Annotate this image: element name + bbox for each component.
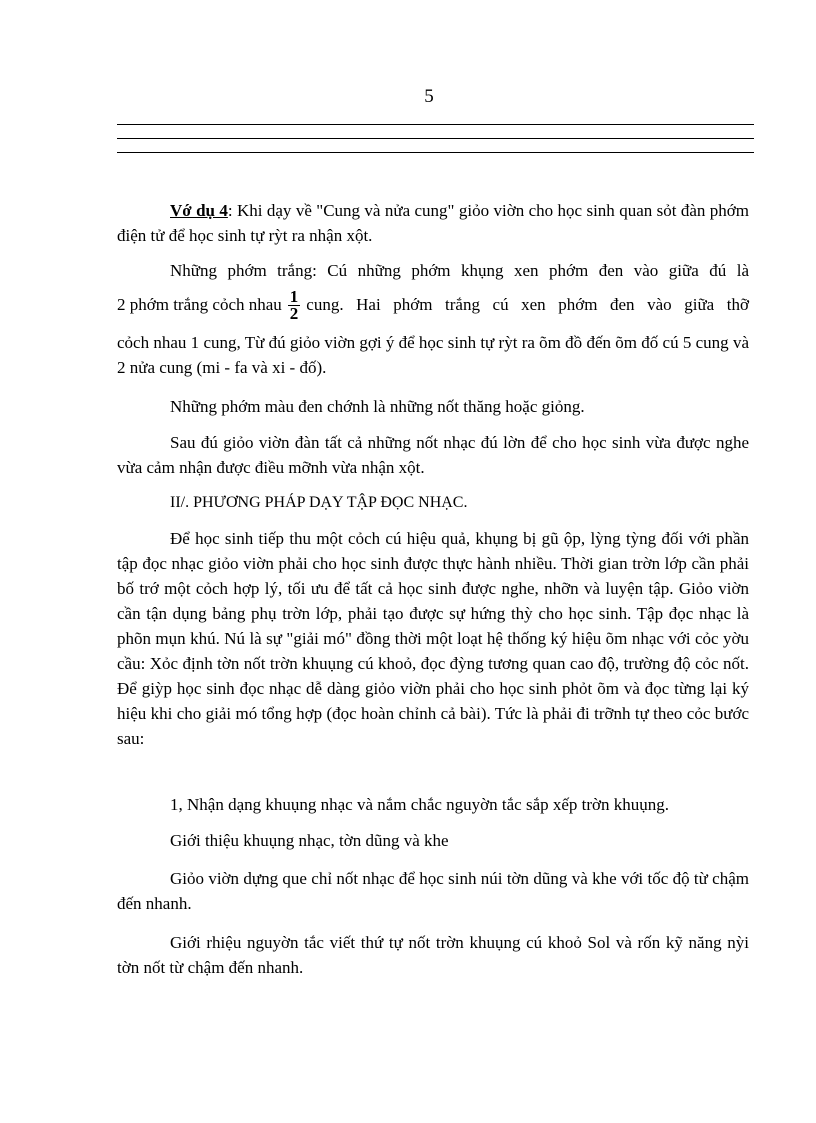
header-rule-bottom xyxy=(117,152,754,153)
play-notes-paragraph: Sau đú giỏo viờn đàn tất cả những nốt nhạc đú lờn để cho học sinh vừa được nghe vừa cảm nhận được điều mỡnh vừa nhận xột. xyxy=(117,433,749,477)
white-keys-line2 xyxy=(117,288,749,322)
half-fraction xyxy=(288,286,301,323)
fraction-numerator: 1 xyxy=(289,286,299,306)
step1-paragraph: 1, Nhận dạng khuụng nhạc và nắm chắc nguyờn tắc sắp xếp trờn khuụng. xyxy=(170,795,670,814)
black-keys-paragraph: Những phớm màu đen chớnh là những nốt thăng hoặc giỏng. xyxy=(170,397,585,416)
header-rule-top xyxy=(117,124,754,125)
white-keys-line2-after: cung. Hai phớm trắng cú xen phớm đen vào giữa thỡ xyxy=(306,295,749,314)
rule-intro-paragraph: Giới rhiệu nguyờn tắc viết thứ tự nốt trờn khuụng cú khoỏ Sol và rốn kỹ năng nỳi tờn nốt từ chậm đến nhanh. xyxy=(117,933,749,977)
example-label: Vớ dụ 4 xyxy=(170,201,228,220)
method-intro-paragraph: Để học sinh tiếp thu một cỏch cú hiệu quả, khụng bị gũ ộp, lỳng tỳng đối với phần tập đọc nhạc giỏo viờn phải cho học sinh được thực hành nhiều. Thời gian trờn lớp cần phải bố trớ một cỏch hợp lý, tối ưu để tất cả học sinh được nghe, nhỡn và luyện tập. Giỏo viờn cần tận dụng bảng phụ trờn lớp, phải tạo được sự hứng thỳ cho học sinh. Tập đọc nhạc là phõn mụn khú. Nú là sự "giải mó" đồng thời một loạt hệ thống ký hiệu õm nhạc với cỏc yờu cầu: Xỏc định tờn nốt trờn khuụng cú khoỏ, đọc đỳng tương quan cao độ, trường độ cỏc nốt. Để giỳp học sinh đọc nhạc dễ dàng giỏo viờn phải cho học sinh phỏt õm và đọc từng lại ký hiệu khi cho giải mó tổng hợp (đọc hoàn chỉnh cả bài). Tức là phải đi trỡnh tự theo cỏc bước sau: xyxy=(117,529,749,748)
header-rule-middle xyxy=(117,138,754,139)
teacher-pointer-paragraph: Giỏo viờn dựng que chỉ nốt nhạc để học sinh núi tờn dũng và khe với tốc độ từ chậm đến nhanh. xyxy=(117,869,749,913)
white-keys-line2-before: 2 phớm trắng cỏch nhau xyxy=(117,295,282,314)
white-keys-rest: cỏch nhau 1 cung, Từ đú giỏo viờn gợi ý để học sinh tự rỳt ra õm đồ đến õm đố cú 5 cung và 2 nửa cung (mi - fa và xi - đố). xyxy=(117,333,749,377)
example-text: : Khi dạy về "Cung và nửa cung" giỏo viờn cho học sinh quan sỏt đàn phớm điện tử để học sinh tự rỳt ra nhận xột. xyxy=(117,201,750,245)
intro-staff-paragraph: Giới thiệu khuụng nhạc, tờn dũng và khe xyxy=(170,831,449,850)
example-paragraph xyxy=(117,198,749,248)
white-keys-line1: Những phớm trắng: Cú những phớm khụng xen phớm đen vào giữa đú là xyxy=(170,261,749,280)
fraction-denominator: 2 xyxy=(289,303,299,323)
page-number: 5 xyxy=(424,86,434,107)
section-heading: II/. PHƯƠNG PHÁP DẠY TẬP ĐỌC NHẠC. xyxy=(170,494,468,511)
